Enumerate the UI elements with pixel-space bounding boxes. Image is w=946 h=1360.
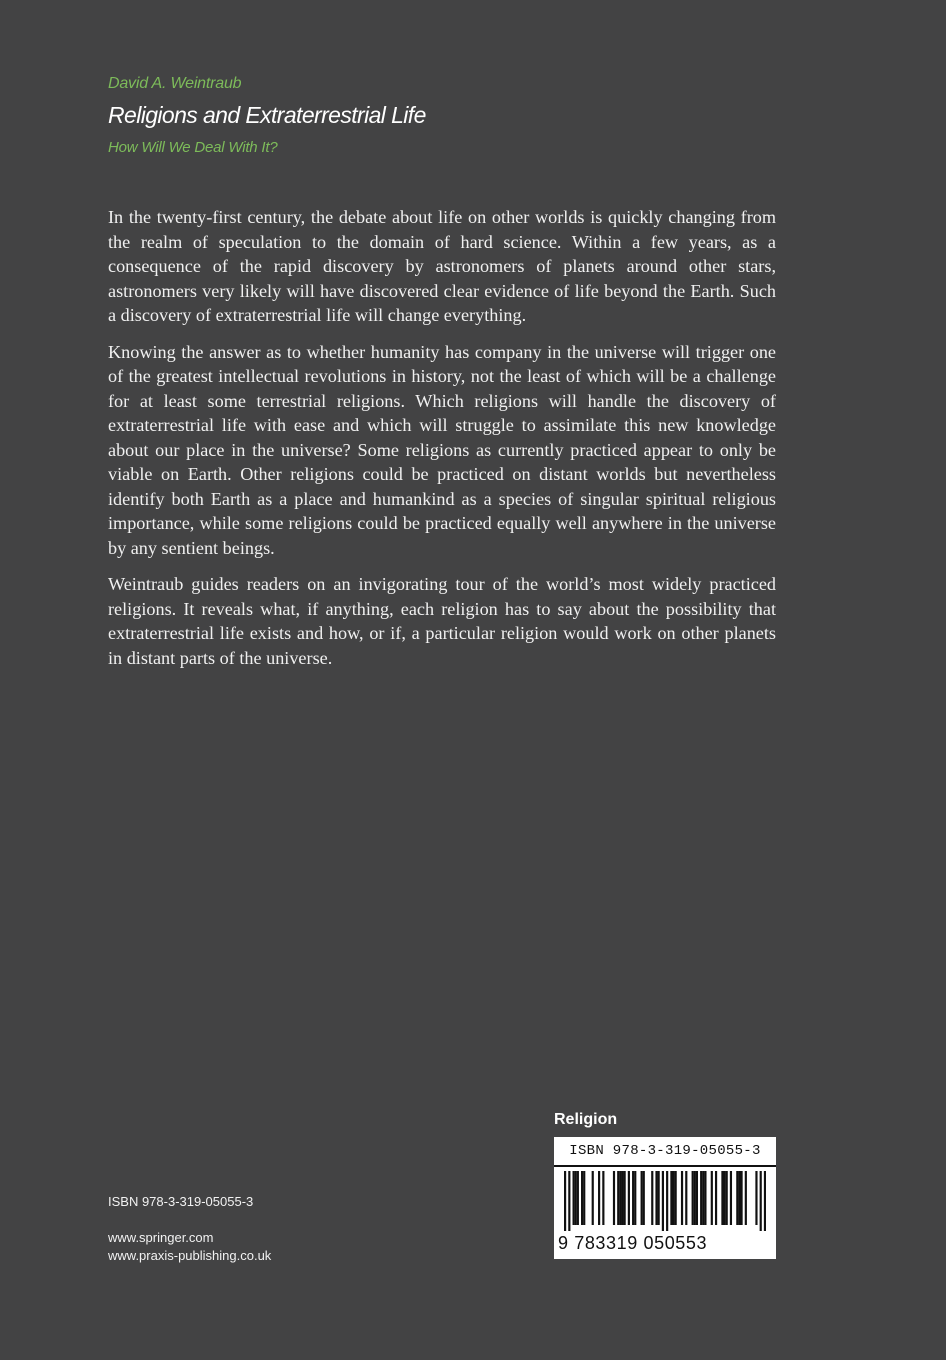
barcode-bar xyxy=(662,1171,664,1231)
barcode-bar xyxy=(651,1171,653,1225)
barcode-bar xyxy=(723,1171,725,1225)
barcode-bar xyxy=(681,1171,683,1225)
barcode-bar xyxy=(583,1171,585,1225)
barcode-bar xyxy=(670,1171,672,1225)
barcode-bar xyxy=(655,1171,657,1225)
barcode-bar xyxy=(675,1171,677,1225)
barcode-bar xyxy=(700,1171,702,1225)
barcode-isbn-label: ISBN 978-3-319-05055-3 xyxy=(569,1143,761,1159)
book-title: Religions and Extraterrestrial Life xyxy=(108,102,426,128)
barcode-bar xyxy=(564,1171,566,1231)
barcode-bar xyxy=(575,1171,577,1225)
barcode-bar xyxy=(692,1171,694,1225)
barcode-bar xyxy=(581,1171,583,1225)
barcode-bar xyxy=(702,1171,704,1225)
barcode-bar xyxy=(736,1171,738,1225)
barcode-bar xyxy=(598,1171,600,1225)
barcode-bar xyxy=(634,1171,636,1225)
barcode-bar xyxy=(641,1171,643,1225)
publisher-link[interactable]: www.praxis-publishing.co.uk xyxy=(108,1248,272,1263)
barcode-bar xyxy=(632,1171,634,1225)
barcode-bar xyxy=(592,1171,594,1225)
author-name: David A. Weintraub xyxy=(108,75,242,92)
publisher-link[interactable]: www.springer.com xyxy=(108,1230,214,1245)
category-label: Religion xyxy=(554,1111,618,1128)
barcode-bar xyxy=(721,1171,723,1225)
barcode-bar xyxy=(619,1171,621,1225)
barcode-bar xyxy=(730,1171,732,1225)
blurb-paragraph: Weintraub guides readers on an invigorating tour of the world’s most widely practiced religions. It reveals what, if anything, each religion has to say about the possibility that extraterrestrial life exists and how, or if, a particular religion would work on other planets in distant parts of the universe. xyxy=(108,574,776,668)
book-subtitle: How Will We Deal With It? xyxy=(108,139,278,156)
barcode-bar xyxy=(666,1171,668,1231)
barcode-bars xyxy=(564,1171,766,1231)
barcode-digits: 9 783319 050553 xyxy=(558,1233,708,1253)
barcode-bar xyxy=(577,1171,579,1225)
blurb-paragraph: In the twenty-first century, the debate about life on other worlds is quickly changing from the realm of speculation to the domain of hard science. Within a few years, as a consequence of the rapid discovery by astronomers of planets around other stars, astronomers very likely will have discovered clear evidence of life beyond the Earth. Such a discovery of extraterrestrial life will change everything. xyxy=(108,207,776,325)
barcode-bar xyxy=(696,1171,698,1225)
barcode-bar xyxy=(672,1171,674,1225)
barcode-bar xyxy=(740,1171,742,1225)
barcode-bar xyxy=(621,1171,623,1225)
barcode-bar xyxy=(704,1171,706,1225)
publisher-links xyxy=(108,1229,271,1265)
barcode-bar xyxy=(602,1171,604,1225)
barcode-bar xyxy=(694,1171,696,1225)
barcode-bar xyxy=(568,1171,570,1231)
barcode-bar xyxy=(755,1171,757,1225)
barcode-bar xyxy=(613,1171,615,1225)
blurb xyxy=(108,205,776,682)
barcode-bar xyxy=(760,1171,762,1231)
barcode-bar xyxy=(685,1171,687,1225)
barcode-bar xyxy=(711,1171,713,1225)
barcode-bar xyxy=(628,1171,630,1225)
barcode-bar xyxy=(573,1171,575,1225)
barcode-bar xyxy=(745,1171,747,1225)
barcode-bar xyxy=(624,1171,626,1225)
barcode-bar xyxy=(726,1171,728,1225)
blurb-paragraph: Knowing the answer as to whether humanity has company in the universe will trigger one of the greatest intellectual revolutions in history, not the least of which will be a challenge for at least some terrestrial religions. Which religions will handle the discovery of extraterrestrial life with ease and which will struggle to assimilate this new knowledge about our place in the universe? Some religions as currently practiced appear to only be viable on Earth. Other religions could be practiced on distant worlds but nevertheless identify both Earth as a place and humankind as a species of singular spiritual religious importance, while some religions could be practiced equally well anywhere in the universe by any sentient beings. xyxy=(108,341,776,558)
barcode xyxy=(554,1137,776,1259)
barcode-bar xyxy=(658,1171,660,1225)
isbn-text: ISBN 978-3-319-05055-3 xyxy=(108,1194,254,1209)
barcode-bar xyxy=(764,1171,766,1231)
barcode-bar xyxy=(738,1171,740,1225)
barcode-divider xyxy=(554,1165,776,1167)
barcode-bar xyxy=(715,1171,717,1225)
barcode-bar xyxy=(617,1171,619,1225)
barcode-bar xyxy=(643,1171,645,1225)
